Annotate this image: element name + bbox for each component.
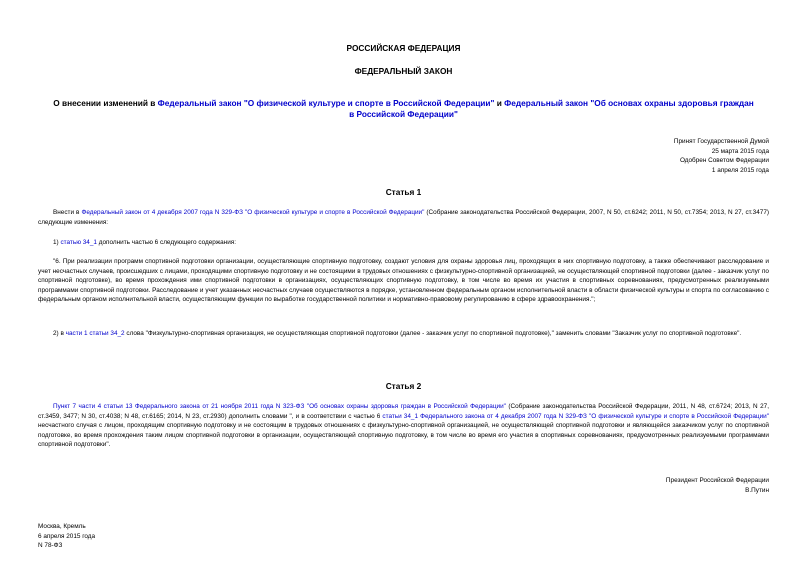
item1-after: дополнить частью 6 следующего содержания:	[96, 239, 237, 246]
intro-link-329-fz[interactable]: Федеральный закон от 4 декабря 2007 года N 329-ФЗ "О физической культуре и спорте в Российской Федерации"	[81, 209, 425, 216]
doc-type-heading: ФЕДЕРАЛЬНЫЙ ЗАКОН	[354, 66, 453, 76]
item2-before: 2) в	[53, 330, 66, 337]
signature-block	[666, 476, 769, 495]
article-2-body	[38, 402, 769, 450]
signature-name: В.Путин	[745, 486, 769, 494]
item2-link-article-34-2[interactable]: части 1 статьи 34_2	[65, 330, 125, 337]
adoption-info	[674, 137, 769, 175]
intro-before: Внести в	[53, 209, 82, 216]
quoted-part-6: "6. При реализации программ спортивной подготовки организации, осуществляющие спортивную подготовку, создают условия для охраны здоровья лиц, проходящих в них спортивную подготовку, а также обеспечивают расследование и учет несчастных случаев, происшедших с лицами, проходящими спортивную подготовку и не состоящими в трудовых отношениях с физкультурно-спортивной организацией, не осуществляющей спортивной подготовки (далее - заказчик услуг по спортивной подготовке), во время прохождения ими спортивной подготовки в организациях, осуществляющих спортивную подготовку, в том числе во время их участия в спортивных соревнованиях, предусмотренных реализуемыми программами спортивной подготовки. Расследование и учет указанных несчастных случаев осуществляются в порядке, установленном федеральным органом исполнительной власти в области физической культуры и спорта по согласованию с федеральным органом исполнительной власти, осуществляющим функции по выработке государственной политики и нормативно-правовому регулированию в сфере здравоохранения.";	[38, 258, 769, 304]
title-prefix: О внесении изменений в	[53, 98, 158, 108]
signature-position: Президент Российской Федерации	[665, 477, 769, 484]
item2-after: слова "Физкультурно-спортивная организация, не осуществляющая спортивной подготовки (далее - заказчик услуг по спортивной подготовке)," заменить словами "Заказчик услуг по спортивной подготовке".	[124, 330, 742, 337]
title-link-sport-law[interactable]: Федеральный закон "О физической культуре и спорте в Российской Федерации"	[157, 98, 495, 108]
article-1-item-2	[38, 329, 769, 339]
place-date: 6 апреля 2015 года	[38, 532, 96, 540]
country-heading: РОССИЙСКАЯ ФЕДЕРАЦИЯ	[346, 43, 461, 53]
title-middle: и	[494, 98, 505, 108]
law-title	[50, 98, 757, 120]
item1-link-article-34-1[interactable]: статью 34_1	[60, 239, 97, 246]
intro-after: (Собрание законодательства Российской Федерации, 2007, N 50, ст.6242; 2011, N 50, ст.7354; 2013, N 27, ст.3477) следующие изменения:	[38, 209, 770, 226]
article2-link-323-fz[interactable]: Пункт 7 части 4 статьи 13 Федерального закона от 21 ноября 2011 года N 323-ФЗ "Об основах охраны здоровья граждан в Российской Федерации"	[53, 403, 506, 410]
place-date-block	[38, 522, 95, 551]
title-link-health-law[interactable]: Федеральный закон "Об основах охраны здоровья граждан в Российской Федерации"	[349, 98, 754, 119]
approved-council-date: 1 апреля 2015 года	[711, 166, 769, 174]
article-1-heading: Статья 1	[385, 187, 422, 197]
article-2-heading: Статья 2	[385, 381, 422, 391]
article2-text-2: несчастного случая с лицом, проходящим спортивную подготовку и не состоящим в трудовых отношениях с физкультурно-спортивной организацией, не осуществляющей спортивной подготовки и являющейся заказчиком услуг по спортивной подготовке, во время прохождения таким лицом спортивной подготовки в организации, осуществляющей спортивную подготовку, в том числе во время его участия в спортивных соревнованиях, предусмотренных реализуемыми программами спортивной подготовки".	[38, 422, 769, 449]
article-1-item-1	[38, 238, 769, 248]
approved-council: Одобрен Советом Федерации	[679, 157, 769, 165]
article-1-intro	[38, 208, 769, 227]
article2-link-article-34-1[interactable]: статьи 34_1 Федерального закона от 4 декабря 2007 года N 329-ФЗ "О физической культуре и спорте в Российской Федерации"	[382, 412, 769, 420]
article-1-quote	[38, 257, 769, 305]
law-number: N 78-ФЗ	[38, 542, 63, 550]
article2-text-1: (Собрание законодательства Российской Федерации, 2011, N 48, ст.6724; 2013, N 27, ст.3459, 3477; N 30, ст.4038; N 48, ст.6165; 2014, N 23, ст.2930) дополнить словами ", и в соответствии с частью 6	[38, 403, 769, 420]
adopted-duma-date: 25 марта 2015 года	[711, 147, 769, 155]
adopted-duma: Принят Государственной Думой	[673, 138, 769, 145]
item1-before: 1)	[53, 239, 61, 246]
place-city: Москва, Кремль	[38, 523, 86, 530]
